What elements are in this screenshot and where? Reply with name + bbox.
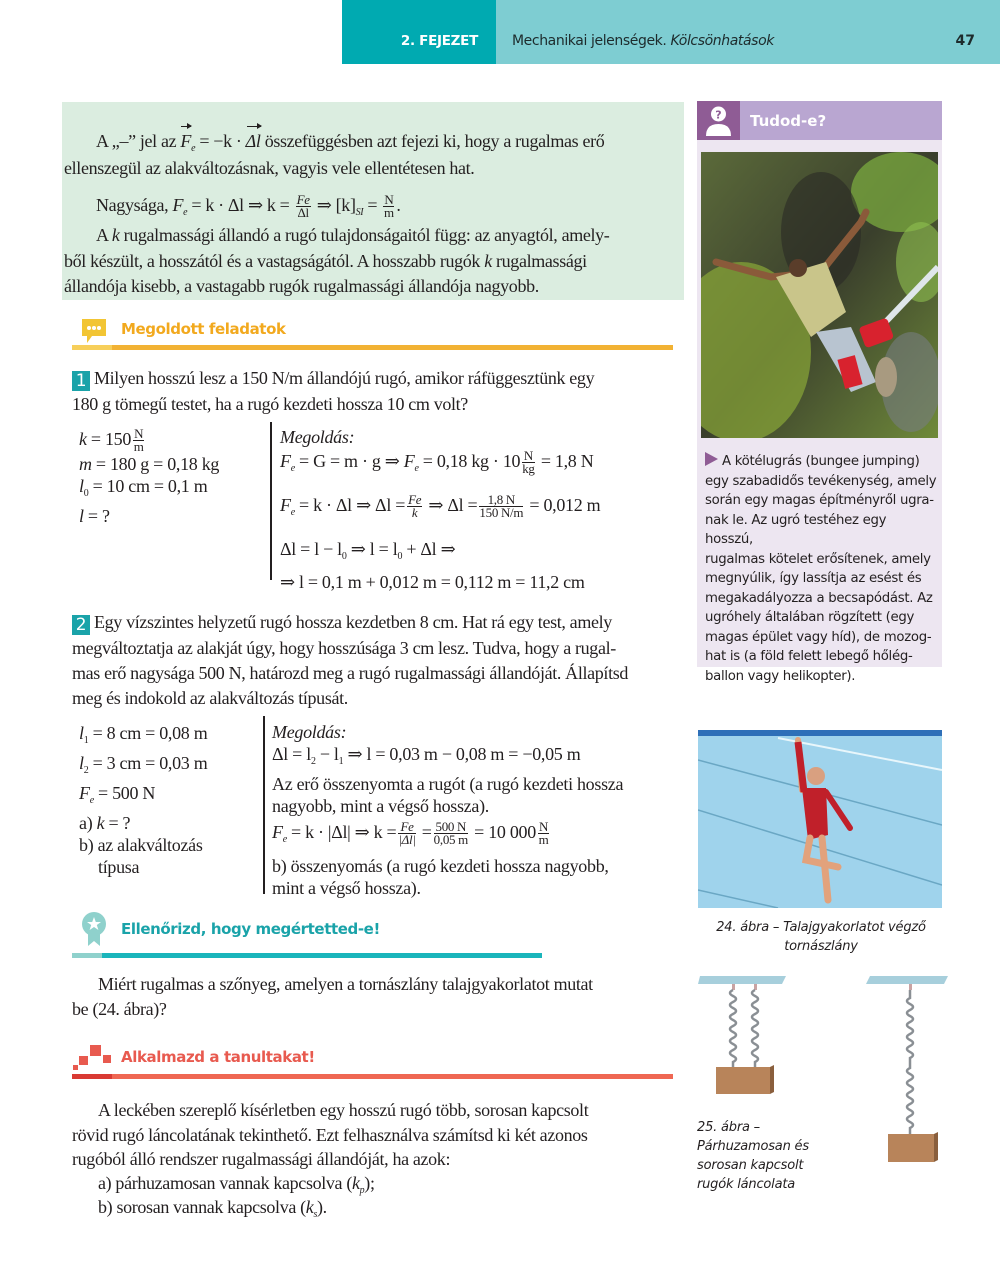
award-ribbon-icon [80,910,108,948]
section-title-check: Ellenőrizd, hogy megértetted-e! [121,920,380,938]
given-solution-divider [263,716,265,894]
section-bar-check [102,953,542,958]
given-solution-divider [270,422,272,580]
intro-line-5: ből készült, a hosszától és a vastagságától. A hosszabb rugók k rugalmassági [64,251,587,271]
apply-line-1: A leckében szereplő kísérletben egy hosszú rugó több, sorosan kapcsolt [98,1100,589,1120]
figure-24-caption: 24. ábra – Talajgyakorlatot végző tornászlány [716,920,926,954]
check-question-line-2: be (24. ábra)? [72,999,167,1019]
section-bar-accent [72,1074,112,1079]
problem-2-line-4: meg és indokold az alakváltozás típusát. [72,688,348,708]
section-title-solved: Megoldott feladatok [121,320,286,338]
did-you-know-title: Tudod-e? [750,112,827,130]
stairs-blocks-icon [73,1043,115,1073]
problem-number-badge: 1 [72,371,90,391]
problem-2-line-3: mas erő nagysága 500 N, határozd meg a rugó rugalmassági állandóját. Állapítsd [72,663,629,683]
apply-line-3: rugóból álló rendszer rugalmassági állandóját, ha azok: [72,1149,451,1169]
triangle-bullet-icon [705,452,718,466]
problem-1-line-2: 180 g tömegű testet, ha a rugó kezdeti hossza 10 cm volt? [72,394,468,414]
bungee-jumping-photo [701,152,938,438]
header-title: Mechanikai jelenségek. Kölcsönhatások [512,33,774,49]
series-springs [866,976,948,1162]
check-question-line-1: Miért rugalmas a szőnyeg, amelyen a tornászlány talajgyakorlatot mutat [98,974,593,994]
intro-line-3: Nagysága, $F_e = k \cdot \Delta l$ ⇒ k = $\frac{Fe}{\Delta l}$ ⇒ $[k]_{SI}$ = $\frac{N}{m}$ . [96,192,401,221]
question-person-icon [697,101,740,140]
intro-box [62,102,684,300]
intro-line-1: A „–” jel az $F_e = -k \cdot \Delta l$ összefüggésben azt fejezi ki, hogy a rugalmas erő [96,128,604,162]
page-number: 47 [955,33,975,49]
did-you-know-text: A kötélugrás (bungee jumping) egy szabadidős tevékenység, amely során egy magas építményről ugra- nak le. Az ugró testéhez egy hosszú, rugalmas kötelet erősítenek, amely megnyúlik, így lassítja az esést és megakadályozza a becsapódást. Az ugróhely általában rögzített (egy magas épület vagy híd), de mozog- hat is (a föld felett lebegő hőlég- ballon vagy helikopter). [705,454,937,684]
problem-2-given: $l_1 = 8$ cm = 0,08 m $l_2 = 3$ cm = 0,03 m $F_e = 500$ N a) k = ? b) az alakváltozás típusa [79,723,208,877]
problem-1-solution: Megoldás: $F_e = G = m \cdot g$ ⇒ $F_e = 0,18$ kg · 10 $\frac{N}{kg}$ = 1,8 N $F_e = k \cdot \Delta l$ ⇒ Δl = $\frac{Fe}{k}$ ⇒ Δl = $\frac{1,8 N}{150 N/m}$ = 0,012 m $\Delta l = l - l_0$ ⇒ $l = l_0 + \Delta l$ ⇒ ⇒ l = 0,1 m + 0,012 m = 0,112 m = 11,2 cm [280,427,601,592]
section-bar-accent [72,345,112,350]
chapter-label: 2. FEJEZET [400,33,478,49]
apply-line-2: rövid rugó láncolatának tekinthető. Ezt felhasználva számítsd ki két azonos [72,1125,588,1145]
apply-item-b: b) sorosan vannak kapcsolva $(k_s)$. [98,1197,327,1220]
section-bar-apply [112,1074,673,1079]
intro-line-6: állandója kisebb, a vastagabb rugók rugalmassági állandója nagyobb. [64,276,539,296]
section-bar-solved [112,345,673,350]
figure-25-caption: 25. ábra – Párhuzamosan és sorosan kapcsolt rugók láncolata [697,1120,809,1192]
problem-2-line-1: 2 Egy vízszintes helyzetű rugó hossza kezdetben 8 cm. Hat rá egy test, amely [72,609,612,635]
intro-line-4: A k rugalmassági állandó a rugó tulajdonságaitól függ: az anyagtól, amely- [96,225,610,245]
section-bar-accent [72,953,102,958]
speech-bubble-icon [80,317,108,345]
intro-line-2: ellenszegül az alakváltozásnak, vagyis vele ellentétesen hat. [64,158,475,178]
parallel-springs [698,976,786,1094]
apply-item-a: a) párhuzamosan vannak kapcsolva $(k_p)$; [98,1173,375,1196]
gymnast-photo [698,730,942,908]
problem-2-line-2: megváltoztatja az alakját úgy, hogy hosszúsága 3 cm lesz. Tudva, hogy a rugal- [72,638,616,658]
header-title-bar [496,0,1000,64]
problem-2-solution: Megoldás: $\Delta l = l_2 - l_1$ ⇒ l = 0,03 m − 0,08 m = −0,05 m Az erő összenyomta a rugót (a rugó kezdeti hossza nagyobb, mint a végső hossza). $F_e = k \cdot |\Delta l|$ ⇒ k = $\frac{Fe}{|\Delta l|}$ = $\frac{500 N}{0,05 m}$ = 10 000 $\frac{N}{m}$ b) összenyomás (a rugó kezdeti hossza nagyobb, mint a végső hossza). [272,722,624,898]
section-title-apply: Alkalmazd a tanultakat! [121,1048,315,1066]
problem-number-badge: 2 [72,615,90,635]
svg-text:?: ? [715,108,722,122]
chapter-label-bar [342,0,496,64]
problem-1-line-1: 1 Milyen hosszú lesz a 150 N/m állandójú rugó, amikor ráfüggesztünk egy [72,365,594,391]
problem-1-given: k = 150 $\frac{N}{m}$ m = 180 g = 0,18 kg $l_0 = 10$ cm = 0,1 m l = ? [79,426,220,527]
did-you-know-box [697,101,942,684]
